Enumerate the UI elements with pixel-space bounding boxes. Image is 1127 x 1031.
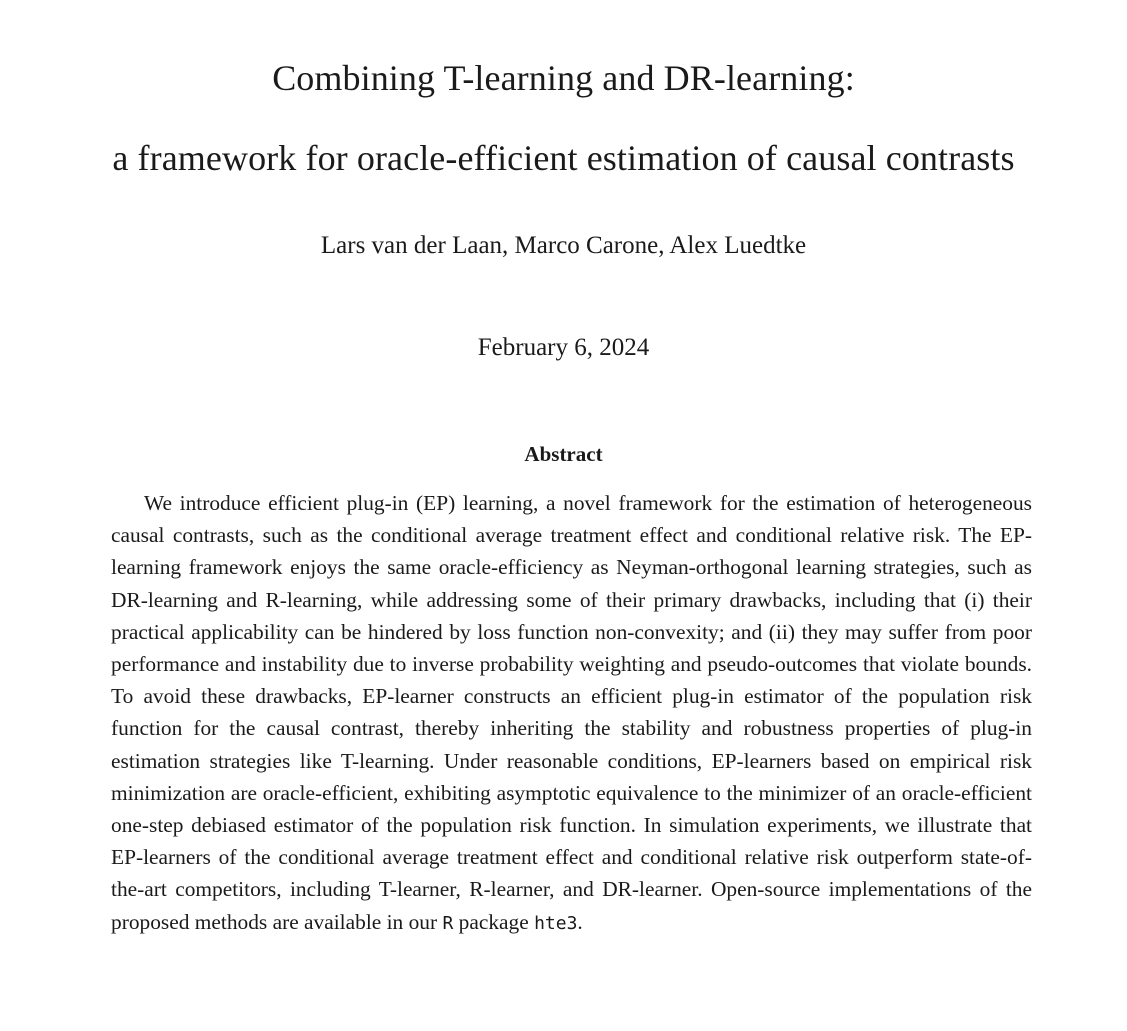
paper-title-line-1: Combining T-learning and DR-learning:: [272, 58, 855, 98]
abstract-heading: Abstract: [524, 442, 603, 466]
abstract-end-punctuation: .: [577, 909, 583, 934]
abstract-package-text: package: [453, 909, 535, 934]
r-language-name: R: [442, 912, 454, 934]
paper-title-line-2: a framework for oracle-efficient estimation of causal contrasts: [112, 138, 1015, 178]
abstract-main-text: We introduce efficient plug-in (EP) learning, a novel framework for the estimation of heterogeneous causal contrasts, such as the conditional average treatment effect and conditional relative risk. The EP-learning framework enjoys the same oracle-efficiency as Neyman-orthogonal learning strategies, such as DR-learning and R-learning, while addressing some of their primary drawbacks, including that (i) their practical applicability can be hindered by loss function non-convexity; and (ii) they may suffer from poor performance and instability due to inverse probability weighting and pseudo-outcomes that violate bounds. To avoid these drawbacks, EP-learner constructs an efficient plug-in estimator of the population risk function for the causal contrast, thereby inheriting the stability and robustness properties of plug-in estimation strategies like T-learning. Under reasonable conditions, EP-learners based on empirical risk minimization are oracle-efficient, exhibiting asymptotic equivalence to the minimizer of an oracle-efficient one-step debiased estimator of the population risk function. In simulation experiments, we illustrate that EP-learners of the conditional average treatment effect and conditional relative risk outperform state-of-the-art competitors, including T-learner, R-learner, and DR-learner. Open-source implementations of the proposed methods are available in our: [111, 491, 1032, 934]
package-name: hte3: [534, 912, 578, 934]
publication-date: February 6, 2024: [477, 334, 650, 361]
author-list: Lars van der Laan, Marco Carone, Alex Luedtke: [320, 232, 807, 259]
abstract-text: [111, 487, 1032, 940]
